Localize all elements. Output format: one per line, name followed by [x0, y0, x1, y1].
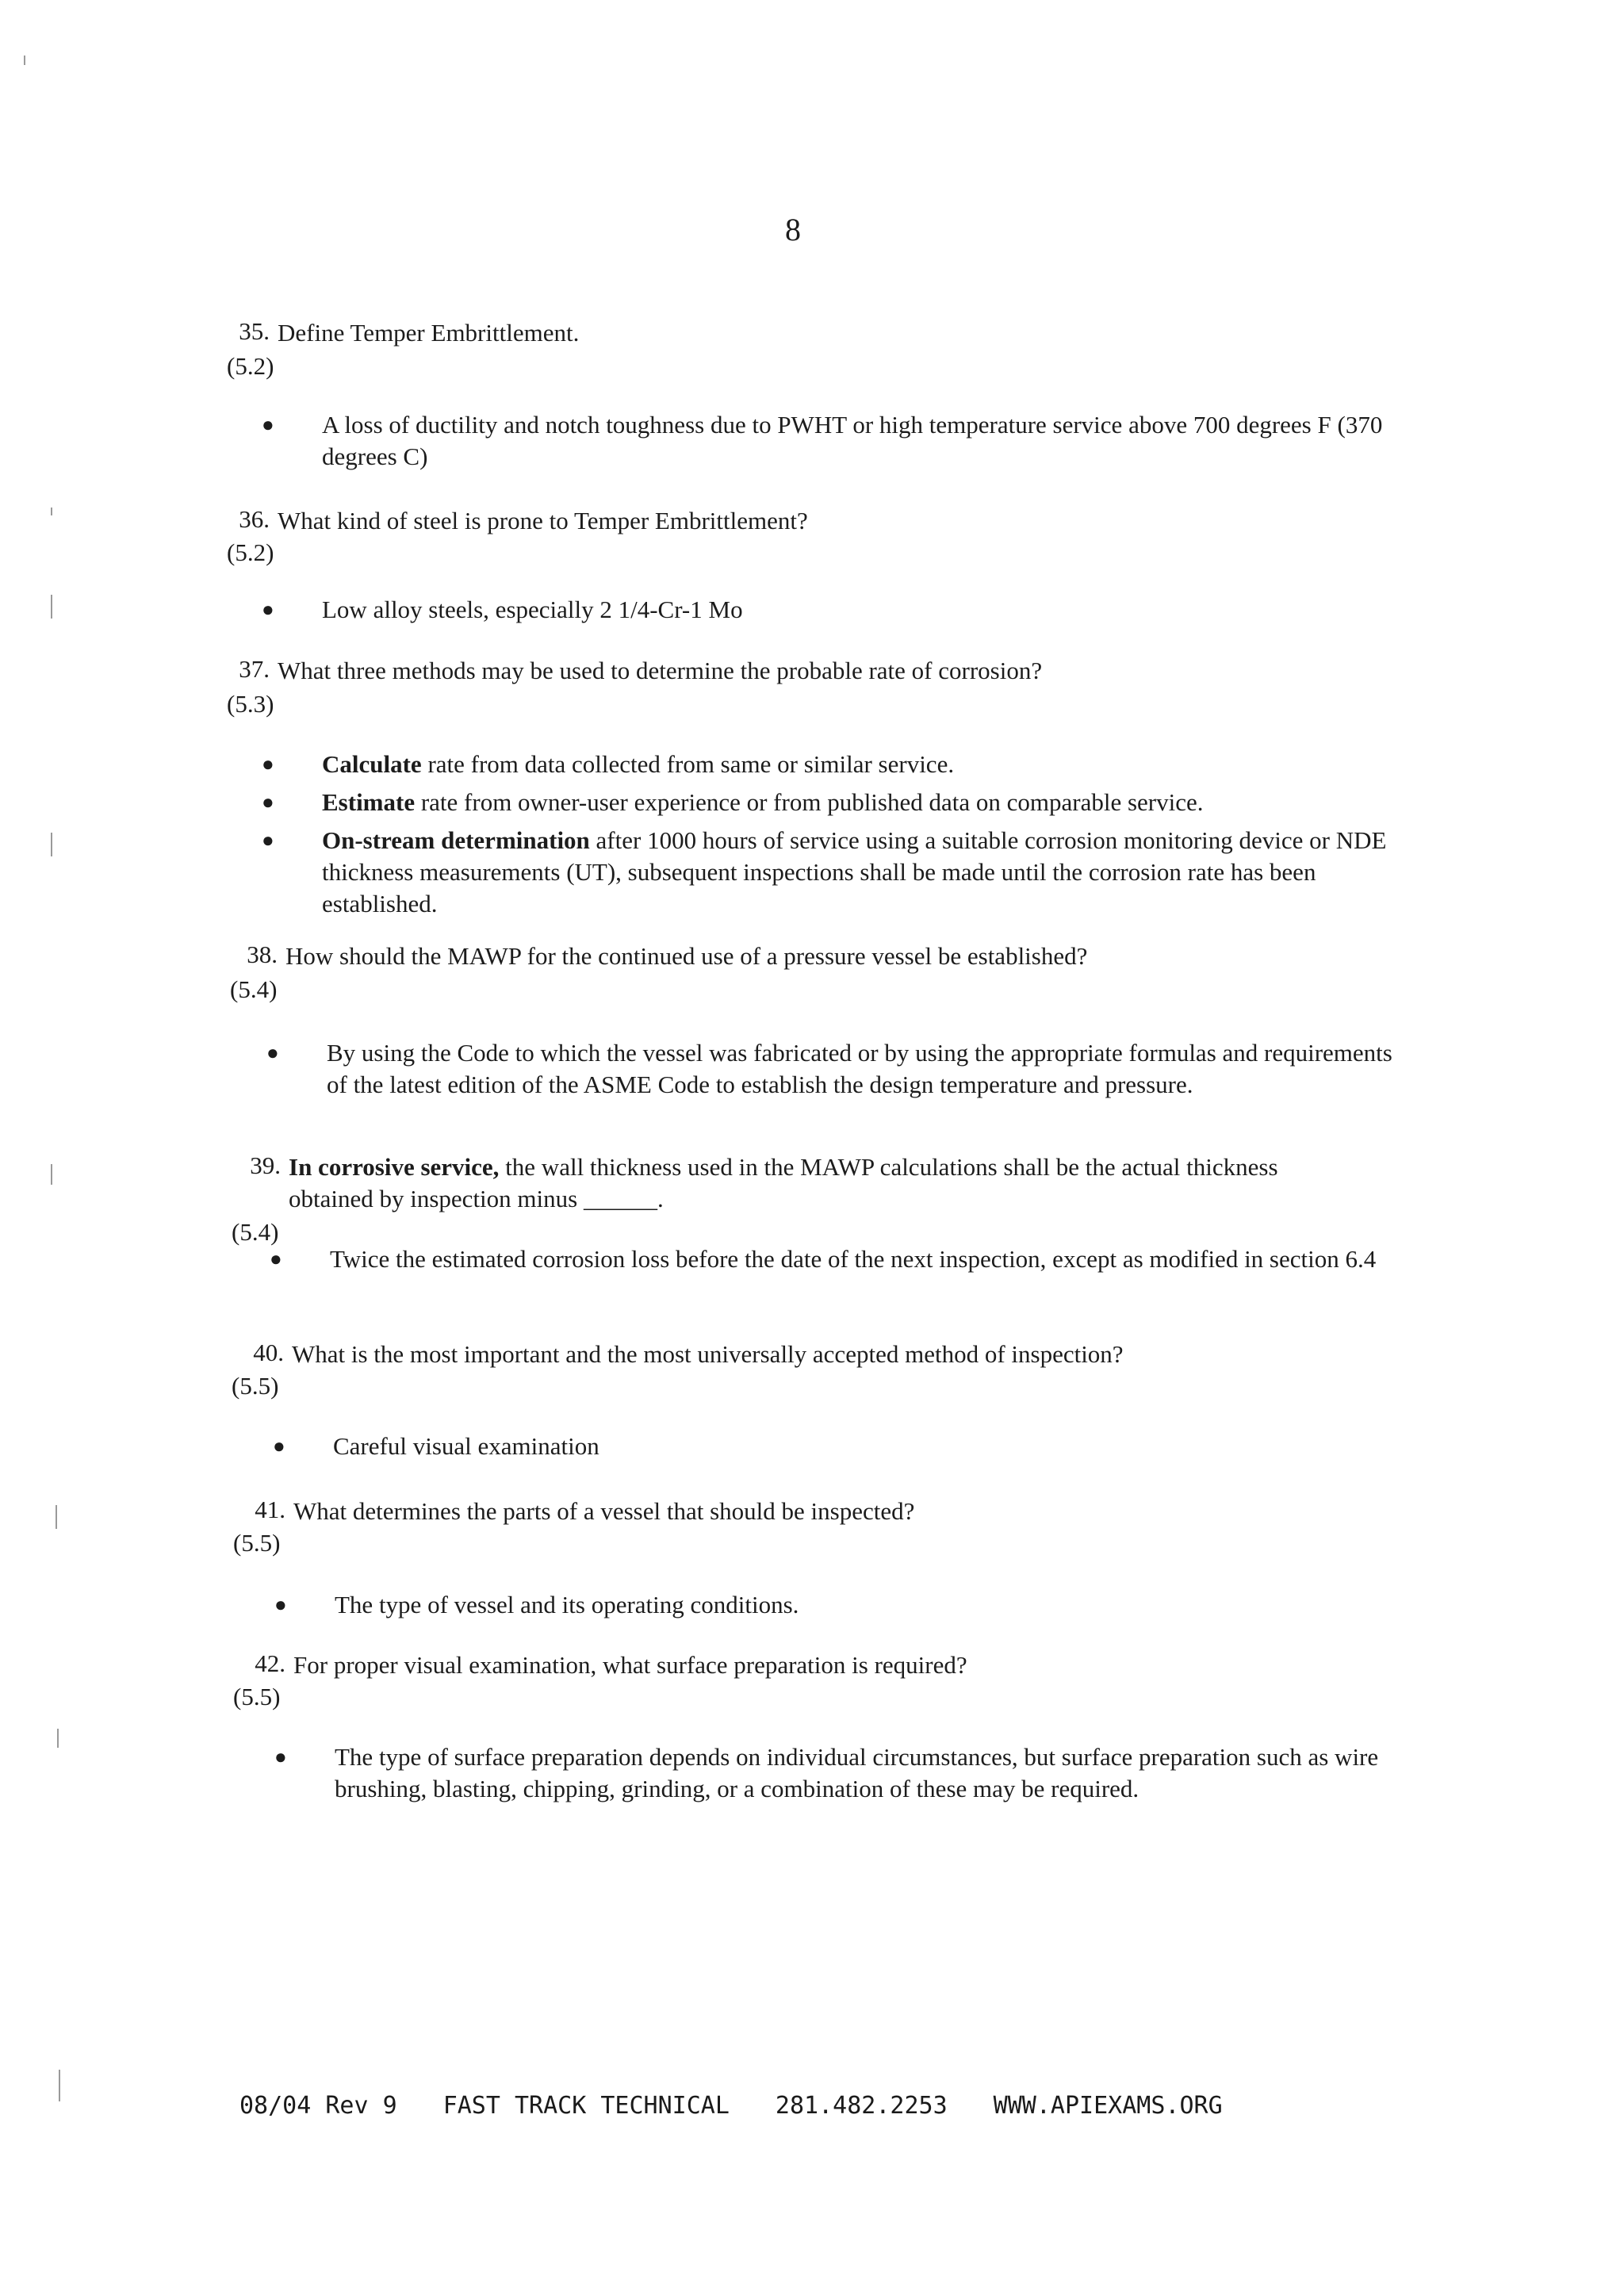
section-reference: (5.2) — [227, 538, 274, 566]
question-text: What determines the parts of a vessel that should be inspected? — [293, 1497, 915, 1525]
question-text: How should the MAWP for the continued use of a pressure vessel be established? — [285, 942, 1088, 970]
bullet-icon: ● — [262, 753, 274, 776]
scan-artifact — [24, 56, 25, 65]
question-text: What is the most important and the most universally accepted method of inspection? — [292, 1340, 1124, 1368]
question-number: 39. — [250, 1151, 281, 1179]
bullet-icon: ● — [262, 791, 274, 814]
answer-list — [270, 1243, 1408, 1281]
section-reference: (5.5) — [233, 1683, 281, 1710]
section-reference: (5.4) — [232, 1218, 279, 1246]
scan-artifact — [51, 595, 52, 619]
answer-list — [262, 749, 1400, 926]
bullet-icon: ● — [270, 1247, 282, 1270]
section-reference: (5.5) — [232, 1372, 279, 1400]
question-number: 35. — [239, 317, 270, 345]
scan-artifact — [51, 1164, 52, 1185]
question-number: 37. — [239, 655, 270, 683]
answer-item: ● Calculate rate from data collected from same or similar service. — [262, 749, 1400, 780]
footer-website: WWW.APIEXAMS.ORG — [993, 2092, 1223, 2120]
question-text: What kind of steel is prone to Temper Embrittlement? — [278, 507, 808, 534]
question-text-rest: the wall thickness used in the MAWP calculations shall be the actual thickness obtained by inspection minus ______. — [289, 1153, 1278, 1212]
question-emphasis: In corrosive service, — [289, 1153, 500, 1181]
bullet-icon: ● — [274, 1745, 287, 1768]
scan-artifact — [57, 1729, 59, 1748]
answer-list — [274, 1741, 1461, 1811]
section-reference: (5.2) — [227, 352, 274, 380]
section-reference: (5.4) — [230, 975, 278, 1003]
answer-list — [274, 1589, 1413, 1627]
answer-list — [262, 594, 1400, 632]
answer-item: ● Low alloy steels, especially 2 1/4-Cr-1 Mo — [262, 594, 1400, 626]
bullet-icon: ● — [274, 1593, 287, 1616]
answer-item: ● Careful visual examination — [273, 1431, 1411, 1462]
question-text — [289, 1151, 1304, 1215]
answer-item: ● Twice the estimated corrosion loss before the date of the next inspection, except as modified in section 6.4 — [270, 1243, 1408, 1275]
answer-item: ● The type of surface preparation depends on individual circumstances, but surface preparation such as wire brushing, blasting, chipping, grinding, or a combination of these may be required. — [274, 1743, 1379, 1802]
bullet-icon: ● — [266, 1041, 279, 1064]
question-number: 40. — [253, 1339, 284, 1366]
page-number: 8 — [785, 212, 801, 247]
question-text: Define Temper Embrittlement. — [278, 319, 580, 347]
question-number: 36. — [239, 505, 270, 533]
answer-list — [266, 1037, 1405, 1107]
answer-list — [262, 409, 1400, 479]
answer-item: ● The type of vessel and its operating conditions. — [274, 1589, 1413, 1621]
footer-revision: 08/04 Rev 9 — [239, 2092, 397, 2120]
question-number: 38. — [247, 940, 278, 968]
question-number: 41. — [255, 1496, 285, 1523]
section-reference: (5.5) — [233, 1529, 281, 1557]
answer-list — [273, 1431, 1411, 1469]
section-reference: (5.3) — [227, 690, 274, 718]
bullet-icon: ● — [262, 598, 274, 621]
answer-item: ● Estimate rate from owner-user experience or from published data on comparable service. — [262, 787, 1400, 818]
answer-item: ● A loss of ductility and notch toughness due to PWHT or high temperature service above 700 degrees F (370 degrees C) — [262, 411, 1383, 470]
answer-item: ● By using the Code to which the vessel was fabricated or by using the appropriate formulas and requirements of the latest edition of the ASME Code to establish the design temperature and pressure. — [266, 1039, 1392, 1098]
bullet-icon: ● — [262, 413, 274, 436]
scan-artifact — [56, 1505, 57, 1529]
scan-artifact — [51, 508, 52, 515]
page-footer — [239, 2092, 1269, 2120]
answer-item: ● On-stream determination after 1000 hours of service using a suitable corrosion monitoring device or NDE thickness measurements (UT), subsequent inspections shall be made until the corrosion rate has been established. — [262, 826, 1387, 917]
footer-phone: 281.482.2253 — [775, 2092, 948, 2120]
scan-artifact — [51, 833, 52, 856]
footer-company: FAST TRACK TECHNICAL — [442, 2092, 730, 2120]
question-text: What three methods may be used to determine the probable rate of corrosion? — [278, 657, 1043, 684]
scan-artifact — [59, 2070, 60, 2101]
bullet-icon: ● — [262, 829, 274, 852]
question-number: 42. — [255, 1649, 285, 1677]
question-text: For proper visual examination, what surface preparation is required? — [293, 1651, 967, 1679]
bullet-icon: ● — [273, 1435, 285, 1458]
